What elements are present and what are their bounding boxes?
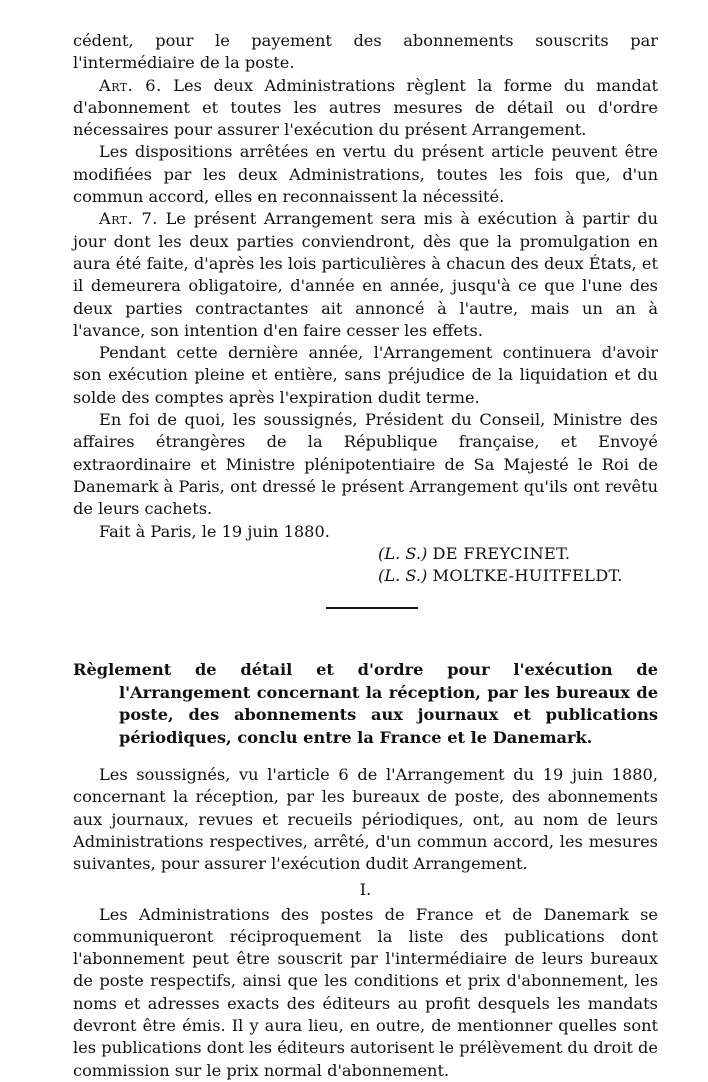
article-7-text: Le présent Arrangement sera mis à exécution à partir du jour dont les deux parties conviendront, dès que la promulgation en aura été faite, d'après les lois particulières à chacun des deux États, et il demeurera obligatoire, d'année en année, jusqu'à ce que l'une des deux parties contractantes ait annoncé à l'autre, mais un an à l'avance, son intention d'en faire cesser les effets. [73,209,658,340]
paragraph-continuation: cédent, pour le payement des abonnements souscrits par l'intermédiaire de la poste. [73,31,658,73]
article-6 [73,75,658,142]
article-7 [73,208,658,342]
paragraph-dispositions: Les dispositions arrêtées en vertu du présent article peuvent être modifiées par les deux Administrations, toutes les fois que, d'un commun accord, elles en reconnaissent la nécessité. [73,142,658,207]
reglement-title [73,659,658,750]
paragraph-section-I: Les Administrations des postes de France et de Danemark se communiqueront réciproquement la liste des publications dont l'abonnement peut être souscrit par l'intermédiaire de leurs bureaux de poste respectifs, ainsi que les conditions et prix d'abonnement, les noms et adresses exacts des éditeurs au profit desquels les mandats devront être émis. Il y aura lieu, en outre, de mentionner quelles sont les publications dont les éditeurs autorisent le prélèvement du droit de commission sur le prix normal d'abonnement. [73,904,658,1080]
signature-2 [378,565,658,587]
seal-mark-1: (L. S.) [378,543,428,563]
document-page [73,30,658,1082]
paragraph-derniere-annee: Pendant cette dernière année, l'Arrangement continuera d'avoir son exécution pleine et entière, sans préjudice de la liquidation et du solde des comptes après l'expiration dudit terme. [73,343,658,407]
article-7-label: Art. 7. [99,209,158,229]
paragraph-en-foi: En foi de quoi, les soussignés, Président du Conseil, Ministre des affaires étrangères de la République française, et Envoyé extraordinaire et Ministre plénipotentiaire de Sa Majesté le Roi de Danemark à Paris, ont dressé le présent Arrangement qu'ils ont revêtu de leurs cachets. [73,410,658,519]
paragraph-fait-a-paris: Fait à Paris, le 19 juin 1880. [99,521,330,541]
section-divider [326,607,418,609]
article-6-label: Art. 6. [99,75,162,95]
reglement-title-part2: des abonnements aux journaux et publications périodiques, conclu entre la France et le Danemark. [119,705,659,748]
reglement-title-part1: Règlement de détail et d'ordre pour l'exécution de l'Arrangement concernant la réception, par les bureaux de poste, [73,659,658,725]
seal-mark-2: (L. S.) [378,565,428,585]
paragraph-soussignes: Les soussignés, vu l'article 6 de l'Arrangement du 19 juin 1880, concernant la réception, par les bureaux de poste, des abonnements aux journaux, revues et recueils périodiques, ont, au nom de leurs Administrations respectives, arrêté, d'un commun accord, les mesures suivantes, pour assurer l'exécution dudit Arrangement. [73,765,658,874]
section-heading-I: I. [359,879,372,899]
signature-1 [378,543,658,565]
signatory-freycinet: DE FREYCINET. [432,543,571,563]
article-6-text: Les deux Administrations règlent la forme du mandat d'abonnement et toutes les autres mesures de détail ou d'ordre nécessaires pour assurer l'exécution du présent Arrangement. [73,75,658,140]
signatory-moltke: MOLTKE-HUITFELDT. [432,565,623,585]
